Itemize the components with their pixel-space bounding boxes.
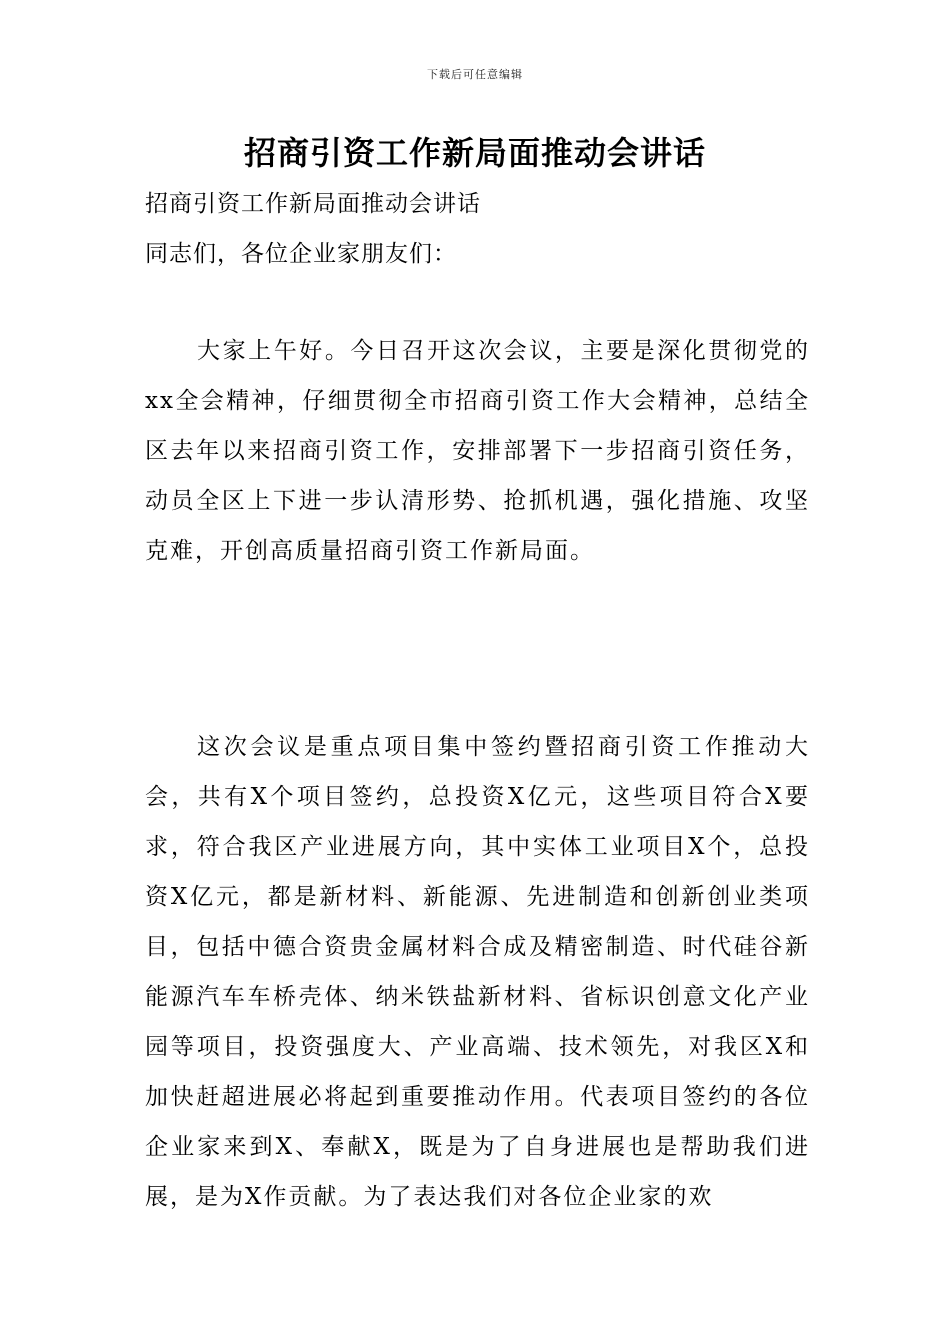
paragraph-1: 大家上午好。今日召开这次会议，主要是深化贯彻党的xx全会精神，仔细贯彻全市招商引资工作大会精神，总结全区去年以来招商引资工作，安排部署下一步招商引资任务，动员全区上下进一步认清形势、抢抓机遇，强化措施、攻坚克难，开创高质量招商引资工作新局面。 <box>145 338 810 564</box>
document-title: 招商引资工作新局面推动会讲话 <box>243 134 706 172</box>
document-subtitle: 招商引资工作新局面推动会讲话 <box>145 191 481 217</box>
paragraph-2: 这次会议是重点项目集中签约暨招商引资工作推动大会，共有X个项目签约，总投资X亿元，这些项目符合X要求，符合我区产业进展方向，其中实体工业项目X个，总投资X亿元，都是新材料、新能源、先进制造和创新创业类项目，包括中德合资贵金属材料合成及精密制造、时代硅谷新能源汽车车桥壳体、纳米铁盐新材料、省标识创意文化产业园等项目，投资强度大、产业高端、技术领先，对我区X和加快赶超进展必将起到重要推动作用。代表项目签约的各位企业家来到X、奉献X，既是为了自身进展也是帮助我们进展，是为X作贡献。为了表达我们对各位企业家的欢 <box>145 734 810 1210</box>
greeting: 同志们，各位企业家朋友们： <box>145 241 457 267</box>
header-note: 下载后可任意编辑 <box>427 68 523 81</box>
